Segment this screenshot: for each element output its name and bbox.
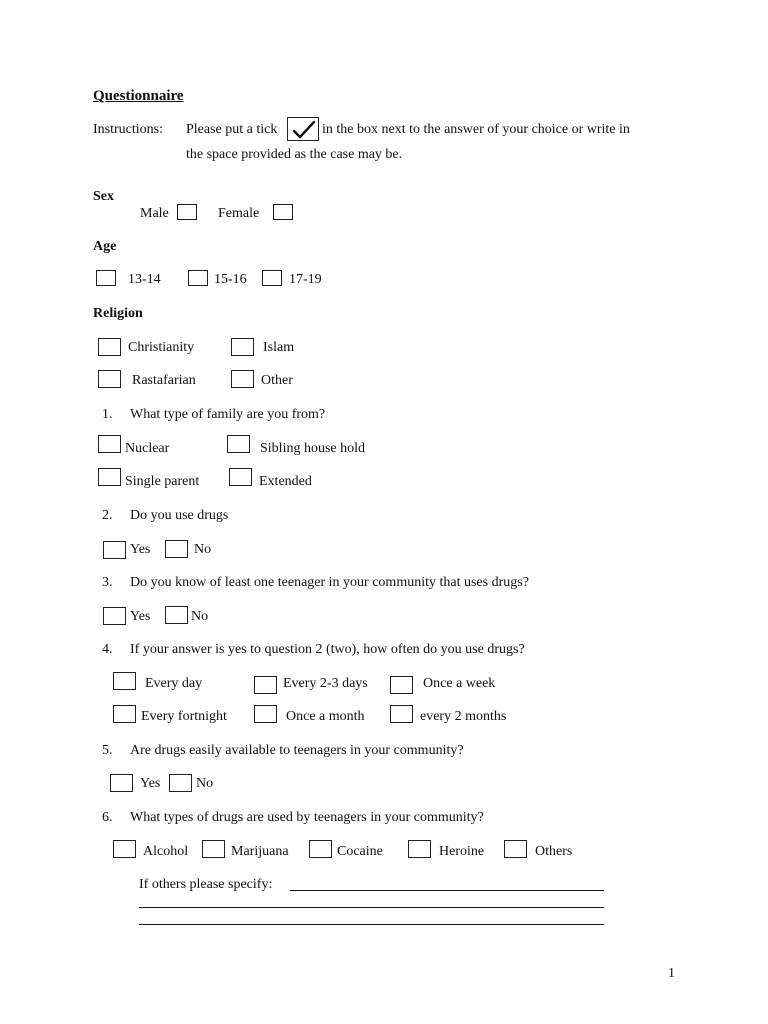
- question-text: If your answer is yes to question 2 (two), how often do you use drugs?: [130, 642, 525, 657]
- age-option-label: 17-19: [289, 272, 322, 287]
- option-label: No: [191, 609, 209, 624]
- option-label: Nuclear: [125, 441, 170, 456]
- family-extended-checkbox[interactable]: [229, 468, 252, 486]
- drug-cocaine-checkbox[interactable]: [309, 840, 332, 858]
- age-heading: Age: [93, 239, 117, 254]
- checkmark-icon: [292, 120, 316, 140]
- option-label: Cocaine: [337, 844, 383, 859]
- option-label: every 2 months: [420, 709, 507, 724]
- others-specify-line[interactable]: [290, 890, 604, 891]
- option-label: No: [194, 542, 212, 557]
- use-drugs-no-checkbox[interactable]: [165, 540, 188, 558]
- age-13-14-checkbox[interactable]: [96, 270, 116, 286]
- family-nuclear-checkbox[interactable]: [98, 435, 121, 453]
- drug-heroine-checkbox[interactable]: [408, 840, 431, 858]
- religion-option-label: Christianity: [128, 340, 195, 355]
- freq-every-day-checkbox[interactable]: [113, 672, 136, 690]
- freq-every-2-3-days-checkbox[interactable]: [254, 676, 277, 694]
- option-label: Single parent: [125, 474, 200, 489]
- sex-female-checkbox[interactable]: [273, 204, 293, 220]
- freq-every-fortnight-checkbox[interactable]: [113, 705, 136, 723]
- option-label: Every fortnight: [141, 709, 227, 724]
- example-tick-box: [287, 117, 319, 141]
- question-text: What types of drugs are used by teenagers in your community?: [130, 810, 484, 825]
- question-number: 5.: [102, 743, 113, 758]
- religion-heading: Religion: [93, 306, 143, 321]
- question-text: Are drugs easily available to teenagers in your community?: [130, 743, 464, 758]
- know-teen-no-checkbox[interactable]: [165, 606, 188, 624]
- use-drugs-yes-checkbox[interactable]: [103, 541, 126, 559]
- religion-option-label: Other: [261, 373, 293, 388]
- age-option-label: 15-16: [214, 272, 247, 287]
- option-label: Others: [535, 844, 573, 859]
- question-text: Do you use drugs: [130, 508, 229, 523]
- family-single-parent-checkbox[interactable]: [98, 468, 121, 486]
- question-number: 4.: [102, 642, 113, 657]
- religion-islam-checkbox[interactable]: [231, 338, 254, 356]
- sex-option-label: Female: [218, 206, 260, 221]
- sex-heading: Sex: [93, 189, 114, 204]
- sex-option-label: Male: [140, 206, 169, 221]
- freq-once-a-week-checkbox[interactable]: [390, 676, 413, 694]
- age-17-19-checkbox[interactable]: [262, 270, 282, 286]
- age-15-16-checkbox[interactable]: [188, 270, 208, 286]
- availability-no-checkbox[interactable]: [169, 774, 192, 792]
- option-label: Yes: [140, 776, 161, 791]
- option-label: Sibling house hold: [260, 441, 366, 456]
- know-teen-yes-checkbox[interactable]: [103, 607, 126, 625]
- sex-male-checkbox[interactable]: [177, 204, 197, 220]
- religion-rastafarian-checkbox[interactable]: [98, 370, 121, 388]
- instructions-label: Instructions:: [93, 122, 163, 137]
- drug-alcohol-checkbox[interactable]: [113, 840, 136, 858]
- religion-option-label: Islam: [263, 340, 295, 355]
- religion-option-label: Rastafarian: [132, 373, 196, 388]
- option-label: Alcohol: [143, 844, 189, 859]
- option-label: Once a month: [286, 709, 365, 724]
- instructions-text-3: the space provided as the case may be.: [186, 147, 403, 162]
- family-sibling-checkbox[interactable]: [227, 435, 250, 453]
- question-number: 1.: [102, 407, 113, 422]
- age-option-label: 13-14: [128, 272, 161, 287]
- page-number: 1: [668, 966, 675, 981]
- option-label: Yes: [130, 609, 151, 624]
- option-label: Marijuana: [231, 844, 289, 859]
- freq-once-a-month-checkbox[interactable]: [254, 705, 277, 723]
- question-number: 2.: [102, 508, 113, 523]
- religion-other-checkbox[interactable]: [231, 370, 254, 388]
- page-title: Questionnaire: [93, 88, 184, 104]
- option-label: Extended: [259, 474, 312, 489]
- question-number: 3.: [102, 575, 113, 590]
- others-specify-line[interactable]: [139, 924, 604, 925]
- option-label: Every 2-3 days: [283, 676, 368, 691]
- option-label: Heroine: [439, 844, 485, 859]
- others-specify-label: If others please specify:: [139, 877, 273, 892]
- instructions-text-2: in the box next to the answer of your choice or write in: [322, 122, 630, 137]
- option-label: Yes: [130, 542, 151, 557]
- question-text: What type of family are you from?: [130, 407, 326, 422]
- option-label: Once a week: [423, 676, 496, 691]
- drug-marijuana-checkbox[interactable]: [202, 840, 225, 858]
- drug-others-checkbox[interactable]: [504, 840, 527, 858]
- availability-yes-checkbox[interactable]: [110, 774, 133, 792]
- instructions-text-1: Please put a tick: [186, 122, 278, 137]
- others-specify-line[interactable]: [139, 907, 604, 908]
- question-number: 6.: [102, 810, 113, 825]
- option-label: Every day: [145, 676, 203, 691]
- option-label: No: [196, 776, 214, 791]
- question-text: Do you know of least one teenager in your community that uses drugs?: [130, 575, 529, 590]
- freq-every-2-months-checkbox[interactable]: [390, 705, 413, 723]
- religion-christianity-checkbox[interactable]: [98, 338, 121, 356]
